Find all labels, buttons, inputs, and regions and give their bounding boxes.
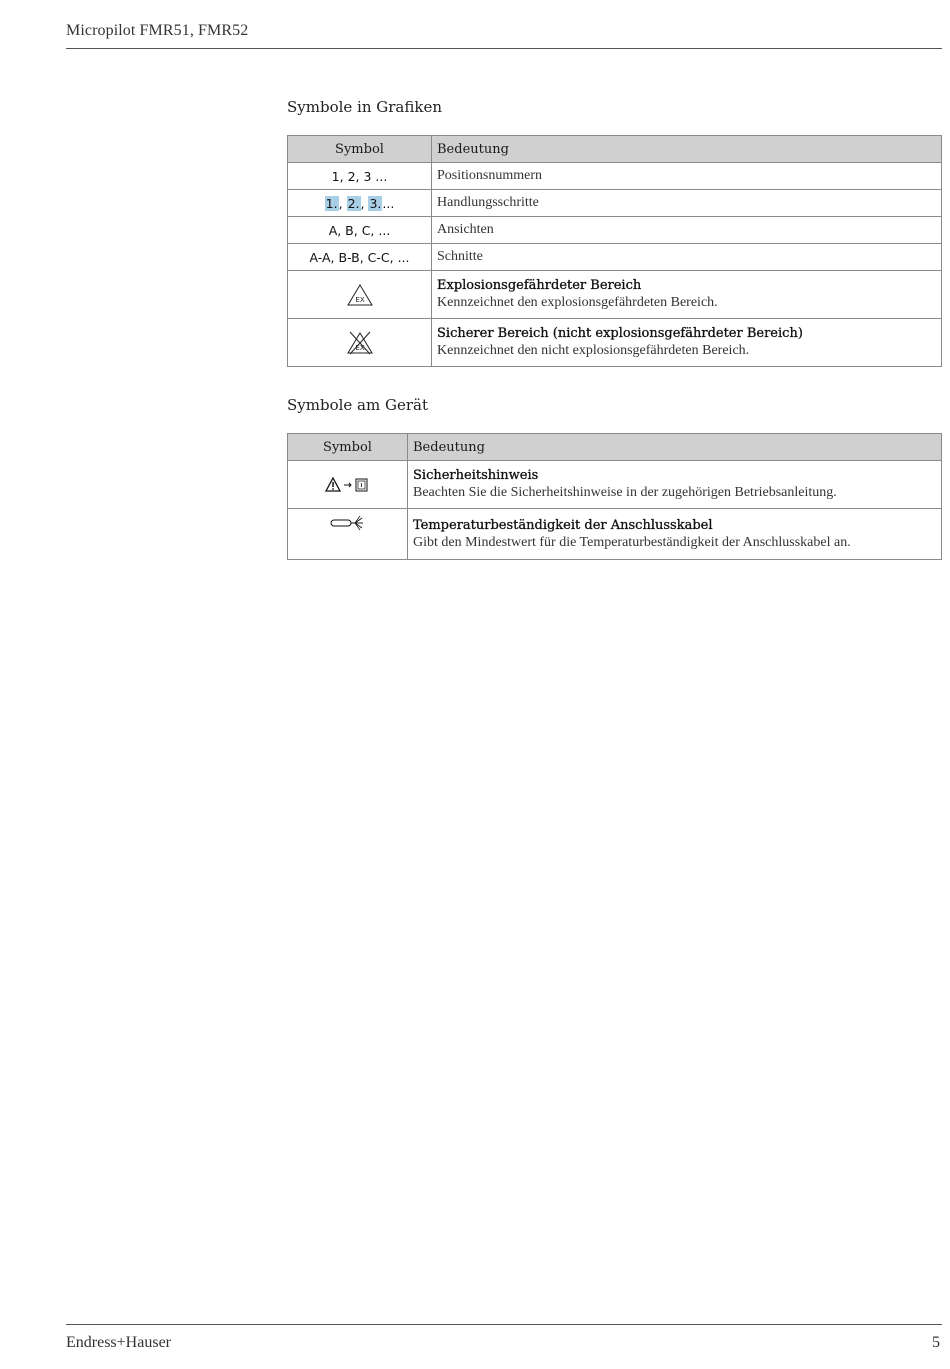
section-title: Symbole in Grafiken: [287, 98, 443, 116]
meaning-description: Kennzeichnet den explosionsgefährdeten Bereich.: [437, 295, 718, 310]
separator: ,: [360, 195, 369, 211]
symbols-graphics-table: [287, 135, 942, 367]
meaning-cell: Positionsnummern: [432, 163, 942, 190]
step-number-1: 1.: [325, 195, 338, 211]
table-row: [288, 163, 942, 190]
meaning-cell: [408, 461, 942, 509]
ellipsis: ...: [382, 195, 395, 211]
column-header-symbol: Symbol: [288, 434, 408, 461]
svg-text:EX: EX: [354, 343, 365, 352]
meaning-cell: Handlungsschritte: [432, 190, 942, 217]
meaning-description: Gibt den Mindestwert für die Temperaturbeständigkeit der Anschlusskabel an.: [413, 534, 851, 550]
safe-zone-icon: [347, 331, 373, 355]
table-header-row: [288, 434, 942, 461]
step-number-3: 3.: [369, 195, 382, 211]
safety-instruction-icon: [325, 476, 371, 494]
meaning-title: Explosionsgefährdeter Bereich: [437, 278, 642, 293]
table-row: [288, 461, 942, 509]
table-row: [288, 244, 942, 271]
symbol-cell: 1, 2, 3 ...: [288, 163, 432, 190]
meaning-cell: [408, 509, 942, 560]
meaning-cell: [432, 319, 942, 367]
symbol-cell: [288, 461, 408, 509]
symbol-cell-steps: [288, 190, 432, 217]
column-header-meaning: Bedeutung: [408, 434, 942, 461]
meaning-title: Temperaturbeständigkeit der Anschlusskabel: [413, 517, 713, 533]
symbol-cell: [288, 271, 432, 319]
table-row: [288, 271, 942, 319]
table-header-row: [288, 136, 942, 163]
table-row: [288, 319, 942, 367]
column-header-symbol: Symbol: [288, 136, 432, 163]
document-header-title: Micropilot FMR51, FMR52: [66, 22, 249, 39]
symbol-cell: A, B, C, ...: [288, 217, 432, 244]
svg-text:EX: EX: [354, 295, 365, 304]
table-row: [288, 217, 942, 244]
footer-company: Endress+Hauser: [66, 1334, 171, 1351]
meaning-cell: Ansichten: [432, 217, 942, 244]
ex-zone-icon: [347, 284, 373, 306]
meaning-cell: Schnitte: [432, 244, 942, 271]
step-number-2: 2.: [347, 195, 360, 211]
cable-temperature-icon: [330, 515, 366, 531]
symbols-device-table: [287, 433, 942, 560]
column-header-meaning: Bedeutung: [432, 136, 942, 163]
page-number: 5: [932, 1334, 940, 1351]
meaning-cell: [432, 271, 942, 319]
meaning-title: Sicherer Bereich (nicht explosionsgefährdeter Bereich): [437, 326, 803, 341]
symbol-cell: A-A, B-B, C-C, ...: [288, 244, 432, 271]
footer-divider: [66, 1324, 942, 1325]
meaning-description: Beachten Sie die Sicherheitshinweise in der zugehörigen Betriebsanleitung.: [413, 485, 837, 500]
section-title: Symbole am Gerät: [287, 396, 428, 414]
meaning-description: Kennzeichnet den nicht explosionsgefährdeten Bereich.: [437, 343, 750, 358]
header-divider: [66, 48, 942, 49]
symbol-cell: [288, 319, 432, 367]
symbol-cell: [288, 509, 408, 560]
table-row: [288, 190, 942, 217]
table-row: [288, 509, 942, 560]
meaning-title: Sicherheitshinweis: [413, 468, 539, 483]
section-symbols-on-device: [287, 396, 942, 560]
section-symbols-in-graphics: [287, 98, 942, 367]
separator: ,: [338, 195, 347, 211]
